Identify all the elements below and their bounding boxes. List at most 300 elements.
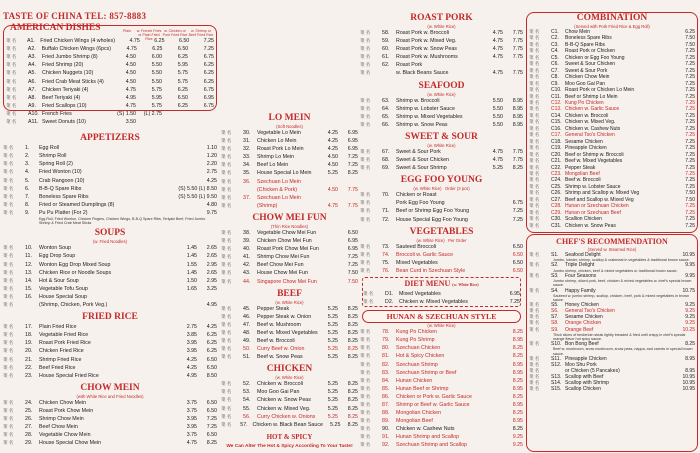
vegetables-section — [360, 227, 523, 275]
item-price: 5.50 — [151, 78, 162, 85]
menu-item-row — [3, 399, 217, 407]
menu-item-row — [360, 53, 523, 61]
item-name: Kung Po Shrimp — [396, 337, 435, 344]
item-price: 5.75 — [151, 102, 162, 109]
item-code: S6. — [551, 308, 559, 315]
item-price: 2.75 — [186, 324, 197, 331]
column-right — [526, 0, 698, 393]
menu-item-row — [3, 193, 217, 201]
menu-item-row — [529, 327, 695, 333]
item-name: Roast Pork — [396, 62, 423, 69]
item-code: D2. — [385, 299, 394, 306]
item-code: C4. — [551, 48, 559, 55]
beef-list — [221, 305, 358, 362]
item-price: 6.25 — [685, 29, 695, 35]
roast-pork-sub: (w. White Rice) — [427, 24, 456, 29]
item-price: 8.95 — [512, 337, 523, 344]
item-name: Fried Jumbo Shrimp (8) — [42, 54, 98, 61]
lo-mein-list — [221, 129, 358, 210]
item-price: 1.65 — [186, 285, 197, 292]
item-name: French Fries — [42, 110, 72, 117]
item-code: 9. — [25, 209, 30, 216]
item-price-qt: 2.95 — [206, 277, 217, 284]
menu-item-row — [360, 267, 523, 275]
item-name: Hot & Sour Soup — [39, 277, 79, 284]
item-price: 7.25 — [685, 93, 695, 100]
chinese-name: 菜 名 — [3, 407, 14, 413]
item-price-qt: 8.25 — [347, 305, 358, 312]
item-code: C1. — [551, 29, 559, 35]
item-price: 5.75 — [151, 86, 162, 93]
menu-item-row — [221, 253, 358, 261]
chinese-name: 菜 名 — [3, 432, 14, 438]
item-name: Vegetable Chow Mein — [39, 432, 91, 439]
item-price-qt: 8.25 — [347, 313, 358, 320]
item-code: C2. — [551, 35, 559, 42]
menu-item-row — [221, 353, 358, 361]
item-name: B-B-Q Spare Ribs — [39, 185, 82, 192]
item-price: 6.50 — [347, 229, 358, 236]
menu-item-row — [360, 216, 523, 224]
item-price: 5.25 — [327, 337, 338, 344]
menu-item-row — [3, 331, 217, 339]
item-name: Fried Shrimp (20) — [42, 62, 84, 69]
menu-item-row — [360, 121, 523, 129]
american-col-2: w. Chicken or Pork Fried Rice — [162, 29, 188, 38]
item-name: Pineapple Chicken — [565, 145, 607, 152]
menu-item-row — [360, 156, 523, 164]
chinese-name: 菜 名 — [221, 130, 232, 135]
item-price: 7.50 — [685, 190, 695, 197]
chinese-name: 菜 名 — [221, 254, 232, 260]
item-price-qt: 8.25 — [347, 413, 358, 420]
chinese-name: 菜 名 — [3, 261, 14, 267]
item-code: 91. — [382, 434, 390, 441]
hot-spicy-section — [221, 432, 358, 450]
chinese-name: 菜 名 — [221, 146, 232, 152]
item-price: 3.75 — [186, 399, 197, 406]
item-price-qt: 7.25 — [347, 162, 358, 169]
item-price: 6.50 — [512, 267, 523, 274]
item-price: 5.50 — [492, 121, 503, 128]
item-code: 89. — [382, 418, 390, 425]
item-name: Mongolian Beef — [565, 170, 600, 177]
item-name: Szechuan Lo Mein — [257, 194, 301, 201]
item-price: 7.25 — [685, 48, 695, 55]
item-name: Chicken w. Snow Peas — [257, 397, 311, 404]
menu-item-row — [221, 305, 358, 313]
chinese-name: 菜 名 — [529, 216, 540, 222]
chinese-name: 菜 名 — [221, 262, 232, 268]
chinese-name: 菜 名 — [3, 348, 14, 354]
item-name: Shrimp or Beef w. Garlic Sauce — [396, 402, 470, 408]
menu-item-row — [221, 388, 358, 396]
item-price: 6.50 — [177, 94, 188, 101]
chinese-name: 菜 名 — [6, 62, 17, 68]
item-price: 8.25 — [685, 341, 695, 348]
chef-sub: (Served w. Steamed Rice) — [587, 247, 637, 253]
chinese-name: 菜 名 — [529, 368, 540, 374]
item-name: Shrimp w. Mixed Vegetables — [396, 113, 463, 120]
item-name: Roast Pork w. Broccoli — [396, 30, 449, 36]
item-price: 7.50 — [685, 196, 695, 203]
menu-item-row — [360, 37, 523, 45]
item-code: 75. — [382, 259, 390, 266]
item-code: 26. — [25, 415, 33, 422]
item-name: Chicken w. Garlic Sauce — [565, 106, 620, 113]
item-price: 2.75 — [206, 169, 217, 176]
item-name: Roast Pork w. Mushrooms — [396, 54, 458, 61]
item-name: Szechuan Chicken — [396, 345, 441, 352]
item-code: A10. — [28, 110, 39, 117]
item-code: S5. — [551, 302, 559, 309]
item-code: S14. — [551, 380, 562, 387]
menu-item-row — [529, 386, 695, 392]
item-price-qt: 6.25 — [206, 340, 217, 347]
chinese-name: 菜 名 — [360, 418, 371, 424]
chinese-name: 菜 名 — [360, 337, 371, 343]
item-name: Szechuan Shrimp and Scallop — [396, 442, 467, 449]
item-price: 4.75 — [125, 102, 136, 109]
item-code: C3. — [551, 41, 559, 48]
item-name: Orange Beef — [565, 326, 594, 333]
item-price: 6.25 — [203, 70, 214, 77]
item-code: 14. — [25, 277, 33, 284]
chinese-name: 菜 名 — [360, 105, 371, 111]
soups-sub: (w. Fried Noodles) — [93, 239, 127, 245]
item-name: Sweet & Sour Shrimp — [396, 165, 447, 172]
item-name: Moo Shu Pork — [565, 362, 597, 369]
item-code: S3. — [551, 272, 559, 279]
item-code: C31. — [551, 222, 562, 229]
chinese-name: 菜 名 — [6, 46, 17, 52]
menu-item-row — [6, 78, 214, 86]
item-price: 6.95 — [203, 94, 214, 101]
item-price: 5.95 — [177, 62, 188, 69]
menu-item-row — [3, 160, 217, 168]
item-code: 69. — [382, 165, 390, 172]
item-name: General Tso's Chicken — [565, 308, 615, 315]
item-name: Szechuan Lo Mein — [257, 178, 301, 185]
item-code: 57. — [240, 421, 248, 428]
menu-item-row — [3, 293, 217, 301]
chinese-name: 菜 名 — [529, 80, 540, 86]
seafood-section — [360, 81, 523, 129]
item-code: 70. — [382, 192, 390, 199]
item-name: Hunan or Szechuan Beef — [565, 209, 621, 216]
item-code: 85. — [382, 385, 390, 392]
item-name: Beef Teriyaki (4) — [42, 94, 81, 101]
item-code: A11. — [28, 119, 39, 126]
chinese-name: 菜 名 — [360, 148, 371, 154]
item-name: Beef or Shrimp Egg Foo Young — [396, 208, 470, 215]
column-center-right — [360, 0, 523, 450]
item-code: 46. — [243, 313, 251, 320]
item-price: 7.25 — [685, 164, 695, 171]
menu-item-row — [529, 288, 695, 294]
item-code: 5. — [25, 177, 30, 184]
item-price: 8.95 — [685, 368, 695, 375]
chinese-name: 菜 名 — [221, 238, 232, 244]
chinese-name: 菜 名 — [3, 293, 14, 299]
chinese-name: 菜 名 — [363, 299, 374, 305]
chinese-name: 菜 名 — [360, 353, 371, 359]
menu-item-row — [3, 152, 217, 160]
item-price: 4.25 — [327, 130, 338, 136]
combination-list — [529, 29, 695, 229]
item-code: 76. — [382, 267, 390, 274]
item-name: Fried Wonton (10) — [39, 169, 82, 176]
item-price: 3.95 — [186, 340, 197, 347]
chicken-title: CHICKEN — [266, 364, 313, 375]
item-name: Shrimp w. Lobster Sauce — [565, 183, 621, 190]
seafood-sub: (w. White Rice) — [427, 91, 456, 97]
item-code: C14. — [551, 112, 562, 119]
item-code: 67. — [382, 148, 390, 155]
item-price: 5.50 — [492, 113, 503, 120]
menu-item-row — [360, 259, 523, 267]
item-code: 55. — [243, 405, 251, 412]
menu-item-row — [3, 323, 217, 331]
item-name: Chicken Chow Mei Fun — [257, 238, 312, 245]
item-price: 7.25 — [685, 222, 695, 229]
vegetables-sub-rice: (w. White Rice) — [416, 237, 445, 243]
menu-item-row — [221, 186, 358, 194]
item-price-qt: 8.95 — [512, 105, 523, 112]
chinese-name: 菜 名 — [529, 203, 540, 209]
item-description: Sauteed w. jumbo shrimp, scallop, chicken, beef, pork & mixed vegetables in brown sauce. — [553, 293, 690, 302]
item-price: 6.50 — [512, 243, 523, 250]
chinese-name: 菜 名 — [360, 113, 371, 119]
column-left — [3, 0, 217, 447]
item-price: 6.25 — [203, 78, 214, 85]
item-price-qt: 8.25 — [347, 354, 358, 361]
item-price: 4.50 — [327, 162, 338, 169]
item-price-qt: 7.75 — [512, 70, 523, 77]
item-price: 7.25 — [685, 138, 695, 145]
item-price: 4.25 — [186, 356, 197, 363]
item-price: 9.25 — [685, 308, 695, 315]
chinese-name: 菜 名 — [529, 87, 540, 93]
item-code: 13. — [25, 269, 33, 276]
item-price-qt: 7.75 — [512, 54, 523, 61]
item-price-qt: 8.50 — [206, 372, 217, 379]
menu-item-row — [360, 441, 523, 449]
item-code: C15. — [551, 119, 562, 126]
american-col-3: w. Shrimp or Beef Fried Rice — [188, 29, 214, 38]
beef-sub: (w. White Rice) — [275, 299, 304, 305]
restaurant-title: TASTE OF CHINA TEL: 857-8883 — [3, 11, 147, 21]
item-price: 7.25 — [509, 299, 520, 306]
item-price: 6.95 — [347, 246, 358, 253]
chinese-name: 菜 名 — [360, 393, 371, 399]
fried-rice-title: FRIED RICE — [82, 312, 138, 323]
item-name: Egg Roll — [39, 145, 60, 152]
item-name: Chicken Rice or Noodle Soups — [39, 269, 112, 276]
american-section — [3, 23, 217, 126]
item-code: 37. — [243, 194, 251, 201]
chinese-name: 菜 名 — [529, 386, 540, 392]
chinese-name: 菜 名 — [529, 380, 540, 386]
chinese-name: 菜 名 — [3, 424, 14, 430]
item-price: 4.50 — [125, 62, 136, 69]
american-list — [6, 37, 214, 126]
sweet-sour-list — [360, 148, 523, 172]
appetizers-title: APPETIZERS — [80, 133, 140, 144]
item-code: 40. — [243, 246, 251, 253]
item-price: 1.45 — [186, 253, 197, 260]
item-price: 6.25 — [154, 38, 165, 45]
item-name: Hunan Beef or Shrimp — [396, 385, 449, 392]
item-name: Mongolian Chicken — [396, 410, 442, 417]
item-code: 81. — [382, 353, 390, 360]
item-price: 7.25 — [685, 54, 695, 61]
item-name: Roast Pork Fried Rice — [39, 340, 91, 347]
item-code: 87. — [382, 402, 390, 408]
item-code: C28. — [551, 203, 562, 210]
chinese-name: 菜 名 — [360, 385, 371, 391]
item-name: Shrimp Chow Mein — [39, 415, 84, 422]
menu-item-row — [221, 413, 358, 421]
appetizers-list — [3, 144, 217, 217]
chow-mein-title: CHOW MEIN — [80, 382, 140, 393]
chinese-name: 菜 名 — [529, 99, 540, 105]
item-name: Chicken w. Mixed Veg. — [257, 405, 311, 412]
chinese-name: 菜 名 — [360, 54, 371, 60]
item-name: Chicken or Pork w. Garlic Sauce — [396, 393, 472, 400]
item-price-qt: 2.95 — [206, 261, 217, 268]
item-name: Sweet & Sour Pork — [396, 148, 441, 155]
chinese-name: 菜 名 — [221, 321, 232, 327]
chinese-name: 菜 名 — [529, 170, 540, 176]
item-code: 84. — [382, 377, 390, 384]
item-price: 6.75 — [512, 200, 523, 207]
item-price: 7.25 — [512, 216, 523, 223]
item-price-qt: 8.25 — [347, 381, 358, 388]
menu-item-row — [6, 53, 214, 61]
item-name: House Chow Mei Fun — [257, 270, 308, 277]
item-price: 8.95 — [512, 402, 523, 408]
lo-mein-sub: (Soft Noodles) — [276, 124, 303, 129]
item-code: 8. — [25, 201, 30, 208]
item-name: Pepper Steak — [257, 305, 290, 312]
menu-item-row — [6, 86, 214, 94]
beef-title: BEEF — [277, 288, 302, 299]
menu-item-row — [221, 269, 358, 277]
item-code: 3. — [25, 161, 30, 168]
chinese-name: 菜 名 — [221, 346, 232, 352]
chinese-name: 菜 名 — [3, 332, 14, 338]
menu-item-row — [360, 61, 523, 69]
sweet-sour-section — [360, 132, 523, 172]
seafood-title: SEAFOOD — [418, 80, 465, 91]
item-code: 51. — [243, 354, 251, 361]
item-price: 6.25 — [203, 62, 214, 69]
combination-sub: (Served with Pork Fried Rice & Egg Roll) — [574, 24, 650, 29]
menu-item-row — [221, 396, 358, 404]
item-code: 61. — [382, 54, 390, 61]
chinese-name: 菜 名 — [360, 30, 371, 35]
chinese-name: 菜 名 — [6, 54, 17, 60]
item-name: Shrimp w. Lobster Sauce — [396, 105, 455, 112]
item-code: A5. — [28, 70, 36, 77]
menu-item-row — [360, 393, 523, 401]
chinese-name: 菜 名 — [529, 374, 540, 380]
menu-item-row — [221, 329, 358, 337]
item-name: Roast Pork Chow Mei Fun — [257, 246, 319, 253]
chinese-name: 菜 名 — [3, 145, 14, 151]
menu-item-row — [360, 243, 523, 251]
item-name: Hunan Shrimp and Scallop — [396, 434, 460, 441]
efy-section — [360, 175, 523, 223]
menu-item-row — [360, 336, 523, 344]
item-code: 32. — [243, 146, 251, 153]
item-code: S12. — [551, 362, 562, 369]
item-name: Chicken w. Cashew Nuts — [396, 426, 455, 433]
item-code: C24. — [551, 177, 562, 184]
item-name: Chicken w. Broccoli — [565, 112, 609, 119]
item-name: Vegetable Tofu Soup — [39, 285, 88, 292]
menu-item-row — [360, 97, 523, 105]
chinese-name: 菜 名 — [221, 329, 232, 335]
middle-spacer — [221, 0, 358, 110]
item-name: Hunan or Szechuan Chicken — [565, 203, 629, 210]
item-price: 10.95 — [682, 386, 695, 393]
item-price: 7.25 — [685, 209, 695, 216]
item-price-qt: 7.25 — [347, 154, 358, 161]
item-code: A2. — [27, 46, 36, 53]
item-price: 6.75 — [203, 54, 214, 61]
item-name: Honey Chicken — [565, 302, 599, 309]
menu-item-row — [6, 102, 214, 110]
chinese-name: 菜 名 — [6, 86, 17, 92]
item-price: 4.75 — [492, 148, 503, 155]
chinese-name: 菜 名 — [529, 177, 540, 183]
item-price-qt: 6.95 — [347, 146, 358, 153]
chinese-name: 菜 名 — [529, 74, 540, 80]
menu-item-row — [221, 145, 358, 153]
vegetables-list — [360, 243, 523, 275]
item-name: Kung Po Chicken — [396, 329, 437, 336]
chinese-name: 菜 名 — [3, 169, 14, 175]
chinese-name: 菜 名 — [6, 38, 17, 44]
item-price: 7.25 — [685, 170, 695, 177]
beef-section — [221, 289, 358, 362]
item-code: C23. — [551, 170, 562, 177]
item-price: 9.25 — [512, 434, 523, 441]
item-name: Beef or Shrimp w. Broccoli — [565, 151, 624, 158]
item-code: S2. — [551, 262, 559, 269]
item-price: 1.45 — [186, 245, 197, 252]
item-code: 41. — [243, 254, 251, 261]
menu-item-row — [6, 118, 214, 126]
pupu-note: Egg Roll, Fried Wonton, Chicken Fingers, Chicken Wings, B-B-Q Spare Ribs, Teriyaki Beef, Fried Jumbo Shrimp & Fried Crab Meat Sticks — [39, 216, 206, 226]
item-name: Shrimp w. Broccoli — [396, 97, 440, 104]
combination-title: COMBINATION — [576, 13, 648, 23]
item-price: 10.75 — [682, 287, 695, 294]
item-code: 48. — [243, 329, 251, 336]
item-price: 8.95 — [685, 355, 695, 362]
item-code: C21. — [551, 158, 562, 165]
menu-item-row — [221, 129, 358, 137]
efy-list — [360, 191, 523, 223]
item-price: 3.75 — [186, 432, 197, 439]
chinese-name: 菜 名 — [3, 153, 14, 159]
menu-item-row — [3, 201, 217, 209]
item-name: Beef w. Mixed Vegetables — [257, 329, 318, 336]
item-price: 6.25 — [177, 102, 188, 109]
chinese-name: 菜 名 — [221, 405, 232, 411]
